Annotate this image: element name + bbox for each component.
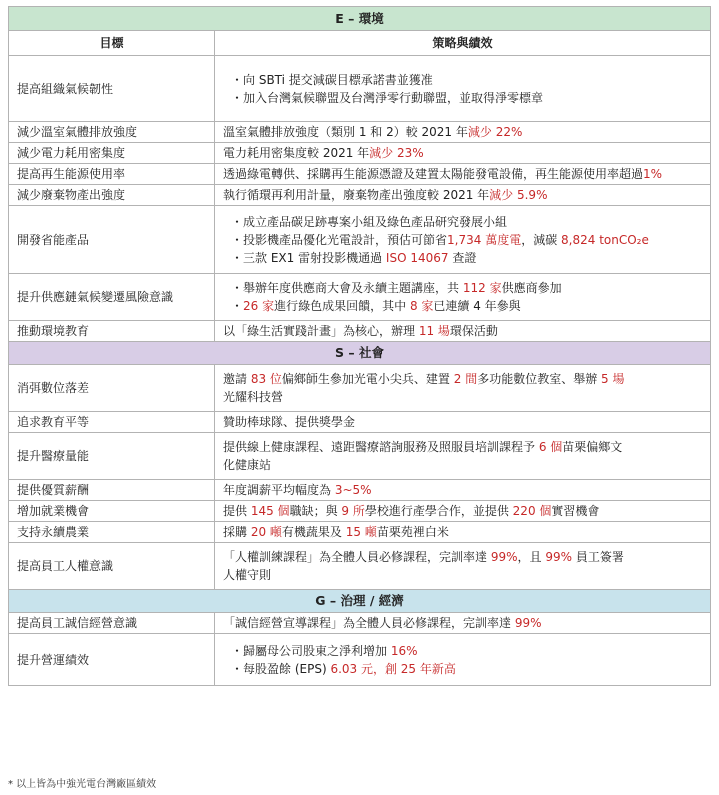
highlight-value: 99% bbox=[514, 616, 542, 630]
table-row bbox=[9, 501, 711, 522]
text-segment: 加入台灣氣候聯盟及台灣淨零行動聯盟，並取得淨零標章 bbox=[243, 90, 544, 105]
bullet-item bbox=[223, 71, 702, 89]
column-header-goal: 目標 bbox=[9, 31, 215, 56]
highlight-value: 3~5% bbox=[334, 483, 372, 497]
text-line bbox=[223, 456, 702, 474]
highlight-value: 6.03 元，創 25 年新高 bbox=[330, 661, 456, 676]
bullet-item bbox=[223, 660, 702, 678]
strategy-cell bbox=[215, 185, 711, 206]
text-segment: 「誠信經營宣導課程」為全體人員必修課程，完訓率達 bbox=[223, 616, 515, 630]
section-header-environment bbox=[9, 7, 711, 31]
text-line bbox=[223, 548, 702, 566]
text-line bbox=[223, 523, 702, 541]
strategy-cell bbox=[215, 321, 711, 342]
goal-cell: 提升醫療量能 bbox=[9, 433, 215, 480]
section-title: G – 治理 / 經濟 bbox=[9, 590, 711, 613]
text-segment: 光耀科技營 bbox=[223, 390, 284, 404]
esg-table-container bbox=[8, 6, 710, 686]
text-segment: 學校進行產學合作，並提供 bbox=[364, 504, 513, 518]
table-row bbox=[9, 433, 711, 480]
text-line bbox=[223, 413, 702, 431]
text-line bbox=[223, 614, 702, 632]
goal-cell: 提升營運績效 bbox=[9, 634, 215, 686]
highlight-value: 112 家 bbox=[462, 281, 502, 295]
bullet-dot-icon: ・ bbox=[231, 643, 244, 658]
strategy-cell bbox=[215, 412, 711, 433]
text-segment: 投影機產品優化光電設計，預估可節省 bbox=[243, 232, 448, 247]
bullet-item bbox=[223, 297, 702, 315]
bullet-item bbox=[223, 642, 702, 660]
goal-cell: 提升供應鏈氣候變遷風險意識 bbox=[9, 274, 215, 321]
table-row bbox=[9, 412, 711, 433]
text-segment: 偏鄉師生參加光電小尖兵、建置 bbox=[281, 372, 454, 386]
highlight-value: 20 噸 bbox=[250, 525, 282, 539]
text-segment: 實習機會 bbox=[551, 504, 600, 518]
section-title: S – 社會 bbox=[9, 342, 711, 365]
text-line bbox=[223, 186, 702, 204]
bullet-dot-icon: ・ bbox=[231, 72, 244, 87]
text-segment: 提供 bbox=[223, 504, 251, 518]
goal-cell: 開發省能產品 bbox=[9, 206, 215, 274]
strategy-cell bbox=[215, 143, 711, 164]
text-line bbox=[223, 144, 702, 162]
table-row bbox=[9, 321, 711, 342]
goal-cell: 支持永續農業 bbox=[9, 522, 215, 543]
table-row bbox=[9, 634, 711, 686]
highlight-value: 減少 5.9% bbox=[489, 188, 548, 202]
text-segment: 進行綠色成果回饋，其中 bbox=[274, 299, 410, 313]
highlight-value: 6 個 bbox=[538, 440, 563, 454]
strategy-cell bbox=[215, 274, 711, 321]
strategy-cell bbox=[215, 206, 711, 274]
bullet-dot-icon: ・ bbox=[231, 299, 244, 313]
bullet-item bbox=[223, 213, 702, 231]
text-segment: 苗栗苑裡白米 bbox=[376, 525, 449, 539]
text-line bbox=[223, 388, 702, 406]
goal-cell: 消弭數位落差 bbox=[9, 365, 215, 412]
goal-cell: 提高員工誠信經營意識 bbox=[9, 613, 215, 634]
text-segment: 提供線上健康課程、遠距醫療諮詢服務及照服員培訓課程予 bbox=[223, 440, 539, 454]
goal-cell: 追求教育平等 bbox=[9, 412, 215, 433]
bullet-dot-icon: ・ bbox=[231, 281, 244, 295]
table-row bbox=[9, 274, 711, 321]
text-segment: 向 SBTi 提交減碳目標承諾書並獲准 bbox=[243, 72, 433, 87]
highlight-value: 99% bbox=[545, 550, 572, 564]
highlight-value: 16% bbox=[390, 643, 418, 658]
text-segment: ，減碳 bbox=[521, 232, 562, 247]
highlight-value: 8 家 bbox=[409, 299, 434, 313]
highlight-value: 1% bbox=[643, 167, 663, 181]
column-header-strategy: 策略與績效 bbox=[215, 31, 711, 56]
text-segment: 電力耗用密集度較 2021 年 bbox=[223, 146, 370, 160]
bullet-item bbox=[223, 279, 702, 297]
text-segment: 員工簽署 bbox=[572, 550, 624, 564]
section-header-social bbox=[9, 342, 711, 365]
text-line bbox=[223, 123, 702, 141]
goal-cell: 推動環境教育 bbox=[9, 321, 215, 342]
text-segment: 以「綠生活實踐計畫」為核心，辦理 bbox=[223, 324, 419, 338]
text-segment: 查證 bbox=[448, 250, 477, 265]
goal-cell: 減少廢棄物產出強度 bbox=[9, 185, 215, 206]
highlight-value: 15 噸 bbox=[345, 525, 377, 539]
text-segment: 有機蔬果及 bbox=[281, 525, 346, 539]
bullet-item bbox=[223, 249, 702, 267]
highlight-value: 83 位 bbox=[250, 372, 282, 386]
text-segment: ，且 bbox=[517, 550, 546, 564]
highlight-value: 9 所 bbox=[341, 504, 365, 518]
highlight-value: 26 家 bbox=[243, 299, 275, 313]
esg-table bbox=[8, 6, 711, 686]
table-row bbox=[9, 522, 711, 543]
highlight-value: 8,824 tonCO₂e bbox=[561, 232, 649, 247]
text-line bbox=[223, 165, 702, 183]
text-line bbox=[223, 438, 702, 456]
text-segment: 溫室氣體排放強度（類別 1 和 2）較 2021 年 bbox=[223, 125, 468, 139]
strategy-cell bbox=[215, 164, 711, 185]
text-segment: 環保活動 bbox=[449, 324, 498, 338]
text-line bbox=[223, 322, 702, 340]
bullet-dot-icon: ・ bbox=[231, 250, 244, 265]
text-segment: 已連續 4 年參與 bbox=[433, 299, 521, 313]
strategy-cell bbox=[215, 480, 711, 501]
text-segment: 邀請 bbox=[223, 372, 251, 386]
text-line bbox=[223, 502, 702, 520]
bullet-dot-icon: ・ bbox=[231, 232, 244, 247]
strategy-cell bbox=[215, 522, 711, 543]
text-line bbox=[223, 370, 702, 388]
strategy-cell bbox=[215, 433, 711, 480]
highlight-value: ISO 14067 bbox=[385, 250, 449, 265]
strategy-cell bbox=[215, 365, 711, 412]
strategy-cell bbox=[215, 634, 711, 686]
strategy-cell bbox=[215, 56, 711, 122]
goal-cell: 提供優質薪酬 bbox=[9, 480, 215, 501]
section-title: E – 環境 bbox=[9, 7, 711, 31]
bullet-dot-icon: ・ bbox=[231, 214, 244, 229]
text-segment: 供應商參加 bbox=[501, 281, 562, 295]
table-row bbox=[9, 122, 711, 143]
highlight-value: 145 個 bbox=[250, 504, 290, 518]
text-segment: 多功能數位教室、舉辦 bbox=[477, 372, 602, 386]
text-segment: 每股盈餘 (EPS) bbox=[243, 661, 331, 676]
highlight-value: 99% bbox=[490, 550, 518, 564]
goal-cell: 減少溫室氣體排放強度 bbox=[9, 122, 215, 143]
text-segment: 「人權訓練課程」為全體人員必修課程，完訓率達 bbox=[223, 550, 491, 564]
text-segment: 執行循環再利用計量，廢棄物產出強度較 2021 年 bbox=[223, 188, 490, 202]
text-segment: 舉辦年度供應商大會及永續主題講座，共 bbox=[243, 281, 463, 295]
highlight-value: 減少 22% bbox=[467, 125, 523, 139]
text-segment: 化健康站 bbox=[223, 458, 272, 472]
strategy-cell bbox=[215, 122, 711, 143]
highlight-value: 220 個 bbox=[512, 504, 552, 518]
table-row bbox=[9, 164, 711, 185]
table-row bbox=[9, 543, 711, 590]
table-row bbox=[9, 480, 711, 501]
column-header-row bbox=[9, 31, 711, 56]
bullet-item bbox=[223, 231, 702, 249]
highlight-value: 1,734 萬度電 bbox=[447, 232, 522, 247]
table-row bbox=[9, 56, 711, 122]
text-segment: 成立產品碳足跡專案小組及綠色產品研究發展小組 bbox=[243, 214, 508, 229]
goal-cell: 提高再生能源使用率 bbox=[9, 164, 215, 185]
table-row bbox=[9, 206, 711, 274]
goal-cell: 增加就業機會 bbox=[9, 501, 215, 522]
highlight-value: 11 場 bbox=[418, 324, 450, 338]
bullet-dot-icon: ・ bbox=[231, 90, 244, 105]
text-segment: 年度調薪平均幅度為 bbox=[223, 483, 335, 497]
text-segment: 歸屬母公司股東之淨利增加 bbox=[243, 643, 391, 658]
bullet-item bbox=[223, 89, 702, 107]
strategy-cell bbox=[215, 613, 711, 634]
footnote: * 以上皆為中強光電台灣廠區績效 bbox=[8, 779, 157, 790]
bullet-dot-icon: ・ bbox=[231, 661, 244, 676]
goal-cell: 提高組織氣候韌性 bbox=[9, 56, 215, 122]
highlight-value: 2 間 bbox=[453, 372, 478, 386]
goal-cell: 減少電力耗用密集度 bbox=[9, 143, 215, 164]
text-segment: 苗栗偏鄉文 bbox=[562, 440, 623, 454]
text-segment: 三款 EX1 雷射投影機通過 bbox=[243, 250, 386, 265]
section-header-governance bbox=[9, 590, 711, 613]
table-row bbox=[9, 613, 711, 634]
text-segment: 職缺；與 bbox=[289, 504, 342, 518]
text-segment: 透過綠電轉供、採購再生能源憑證及建置太陽能發電設備，再生能源使用率超過 bbox=[223, 167, 644, 181]
highlight-value: 減少 23% bbox=[369, 146, 424, 160]
text-segment: 贊助棒球隊、提供獎學金 bbox=[223, 415, 356, 429]
strategy-cell bbox=[215, 543, 711, 590]
table-row bbox=[9, 365, 711, 412]
table-row bbox=[9, 185, 711, 206]
text-segment: 人權守則 bbox=[223, 568, 272, 582]
highlight-value: 5 場 bbox=[601, 372, 625, 386]
strategy-cell bbox=[215, 501, 711, 522]
text-line bbox=[223, 481, 702, 499]
text-line bbox=[223, 566, 702, 584]
table-row bbox=[9, 143, 711, 164]
goal-cell: 提高員工人權意識 bbox=[9, 543, 215, 590]
text-segment: 採購 bbox=[223, 525, 251, 539]
